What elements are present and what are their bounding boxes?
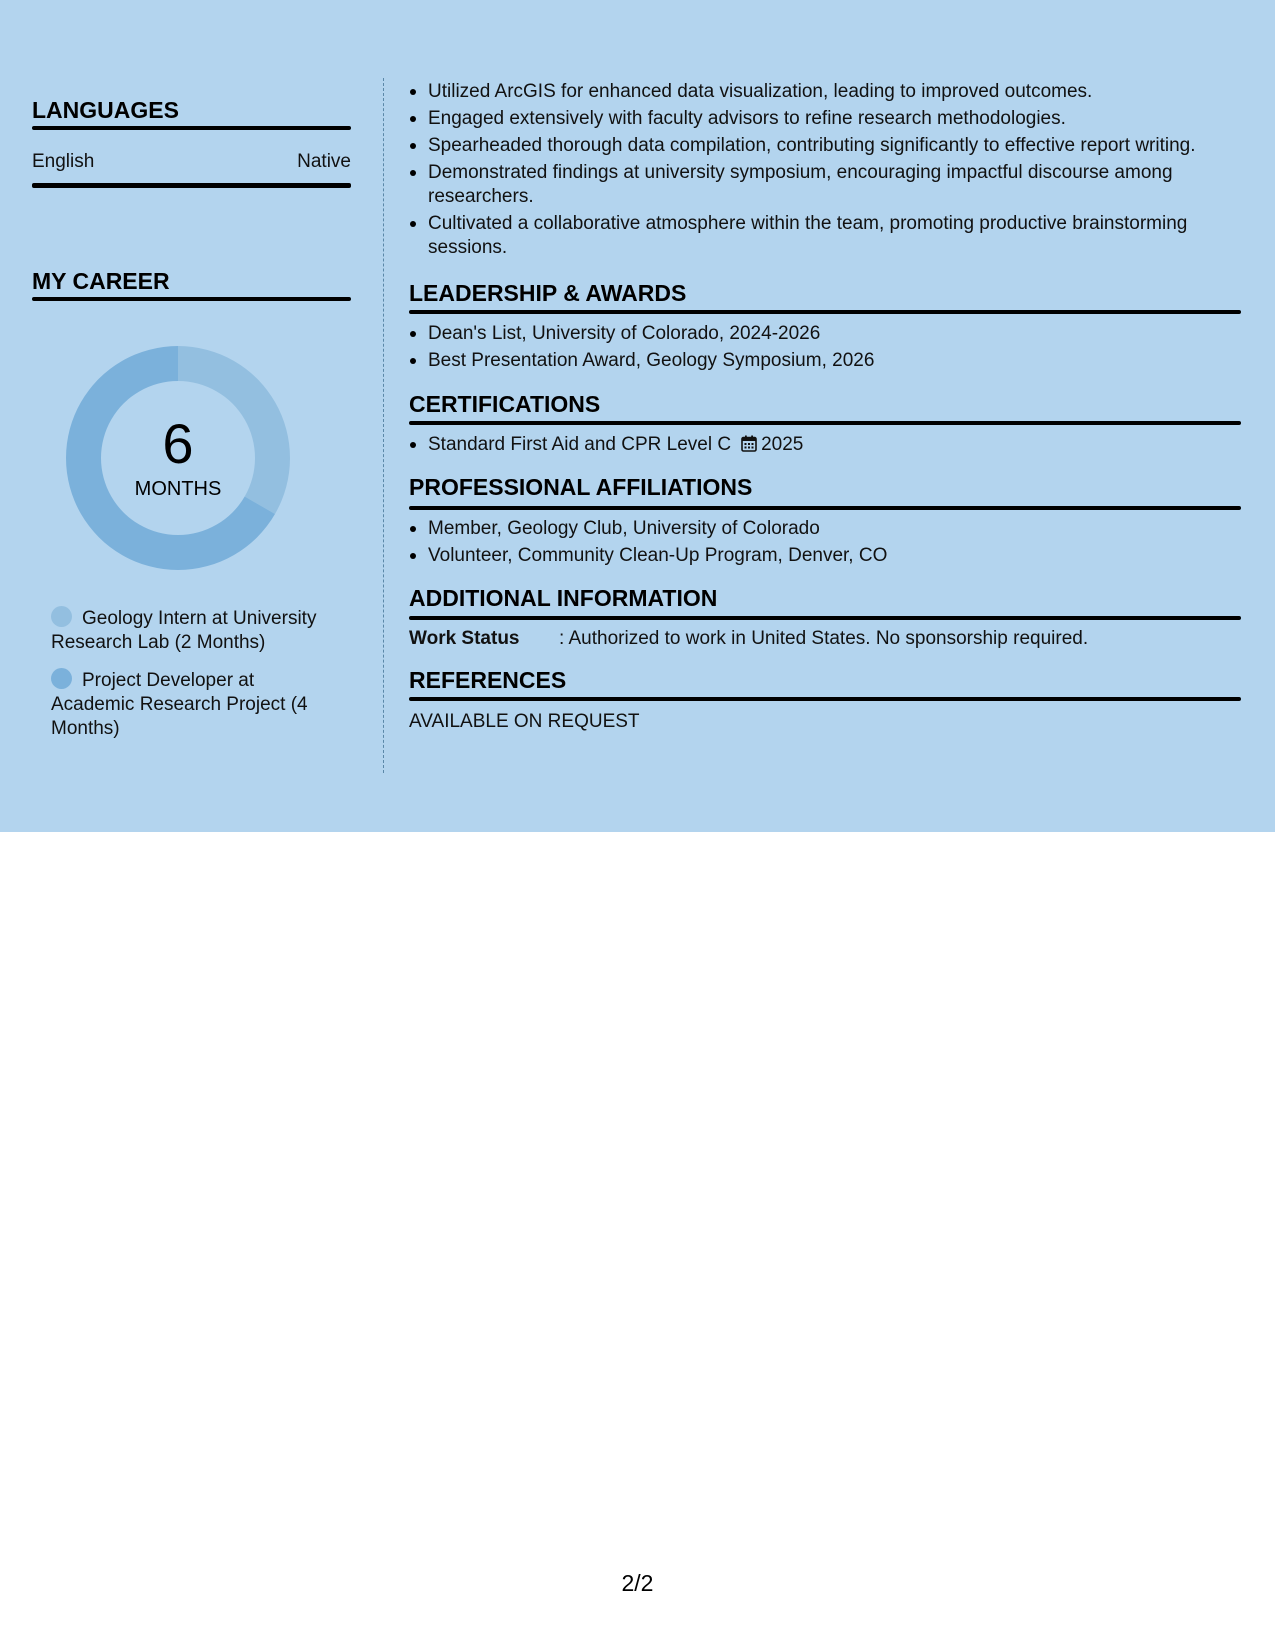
certifications-list [409,433,1229,460]
language-proficiency-bar [32,183,351,188]
list-item: Dean's List, University of Colorado, 2024-2026 [409,322,1229,346]
references-text: AVAILABLE ON REQUEST [409,711,640,732]
affiliations-title: PROFESSIONAL AFFILIATIONS [409,474,753,500]
awards-rule [409,310,1241,314]
certification-name: Standard First Aid and CPR Level C [428,434,732,455]
calendar-icon [741,435,757,452]
list-item: Demonstrated findings at university symposium, encouraging impactful discourse among researchers. [409,161,1209,209]
affiliations-rule [409,506,1241,510]
language-name: English [32,151,95,172]
list-item: Member, Geology Club, University of Colorado [409,517,1229,541]
career-donut-chart [66,346,290,570]
languages-rule [32,126,351,130]
affiliations-list [409,517,1229,571]
work-status-value: : Authorized to work in United States. No sponsorship required. [559,628,1089,649]
career-total-unit: MONTHS [134,478,222,500]
career-total-value: 6 [162,412,194,475]
career-title: MY CAREER [32,268,170,294]
career-legend [51,606,341,754]
experience-bullet-list [409,80,1209,263]
list-item: Utilized ArcGIS for enhanced data visualization, leading to improved outcomes. [409,80,1209,104]
certification-year: 2025 [761,434,804,455]
list-item [409,433,1229,457]
list-item: Best Presentation Award, Geology Symposium, 2026 [409,349,1229,373]
legend-label: Project Developer at Academic Research Project (4 Months) [51,670,308,739]
language-row [32,151,351,173]
certifications-rule [409,421,1241,425]
list-item: Spearheaded thorough data compilation, contributing significantly to effective report writing. [409,134,1209,158]
references-rule [409,697,1241,701]
awards-title: LEADERSHIP & AWARDS [409,280,687,306]
legend-item [51,606,341,655]
awards-list [409,322,1229,376]
references-title: REFERENCES [409,667,567,693]
additional-info-title: ADDITIONAL INFORMATION [409,585,718,611]
legend-dot [51,606,72,627]
additional-info-rule [409,616,1241,620]
list-item: Cultivated a collaborative atmosphere within the team, promoting productive brainstorming sessions. [409,212,1209,260]
work-status-label: Work Status [409,628,520,649]
page-number: 2/2 [621,1570,654,1596]
language-level: Native [297,151,351,172]
legend-label: Geology Intern at University Research Lab (2 Months) [51,608,317,653]
list-item: Engaged extensively with faculty advisors to refine research methodologies. [409,107,1209,131]
legend-dot [51,668,72,689]
work-status-row [409,627,1088,651]
languages-title: LANGUAGES [32,97,179,123]
certifications-title: CERTIFICATIONS [409,391,601,417]
career-rule [32,297,351,301]
list-item: Volunteer, Community Clean-Up Program, Denver, CO [409,544,1229,568]
column-divider [383,78,384,773]
legend-item [51,668,341,741]
